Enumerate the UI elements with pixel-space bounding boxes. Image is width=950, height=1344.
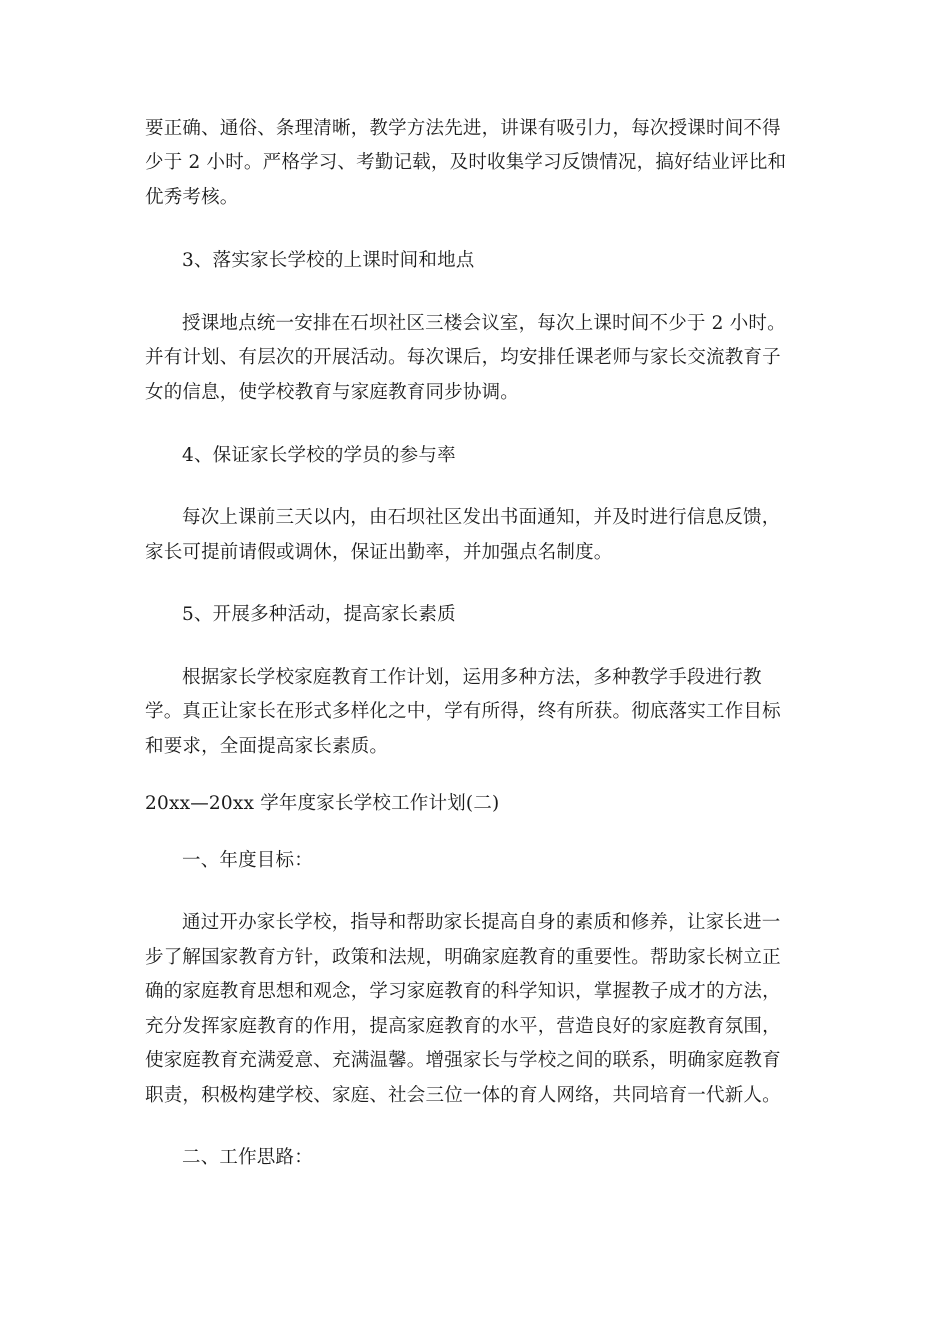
document-title: 20xx—20xx 学年度家长学校工作计划(二) — [145, 793, 500, 814]
paragraph-line: 每次上课前三天以内，由石坝社区发出书面通知，并及时进行信息反馈， — [182, 507, 781, 528]
paragraph-line: 和要求，全面提高家长素质。 — [145, 736, 389, 757]
paragraph-line: 优秀考核。 — [145, 187, 239, 208]
paragraph-line: 女的信息，使学校教育与家庭教育同步协调。 — [145, 382, 520, 403]
section-heading: 4、保证家长学校的学员的参与率 — [182, 445, 456, 466]
paragraph-line: 确的家庭教育思想和观念，学习家庭教育的科学知识，掌握教子成才的方法， — [145, 981, 781, 1002]
paragraph-line: 职责，积极构建学校、家庭、社会三位一体的育人网络，共同培育一代新人。 — [145, 1085, 781, 1106]
paragraph-line: 学。真正让家长在形式多样化之中，学有所得，终有所获。彻底落实工作目标 — [145, 701, 781, 722]
paragraph-line: 授课地点统一安排在石坝社区三楼会议室，每次上课时间不少于 2 小时。 — [182, 313, 786, 334]
section-heading: 二、工作思路： — [182, 1147, 313, 1168]
section-heading: 一、年度目标： — [182, 850, 313, 871]
paragraph-line: 家长可提前请假或调休，保证出勤率，并加强点名制度。 — [145, 542, 613, 563]
paragraph-line: 充分发挥家庭教育的作用，提高家庭教育的水平，营造良好的家庭教育氛围， — [145, 1016, 781, 1037]
paragraph-line: 通过开办家长学校，指导和帮助家长提高自身的素质和修养，让家长进一 — [182, 912, 781, 933]
paragraph-line: 根据家长学校家庭教育工作计划，运用多种方法，多种教学手段进行教 — [182, 667, 762, 688]
paragraph-line: 少于 2 小时。严格学习、考勤记载，及时收集学习反馈情况，搞好结业评比和 — [145, 152, 787, 173]
paragraph-line: 步了解国家教育方针，政策和法规，明确家庭教育的重要性。帮助家长树立正 — [145, 947, 781, 968]
section-heading: 5、开展多种活动，提高家长素质 — [182, 604, 456, 625]
paragraph-line: 并有计划、有层次的开展活动。每次课后，均安排任课老师与家长交流教育子 — [145, 347, 781, 368]
paragraph-line: 使家庭教育充满爱意、充满温馨。增强家长与学校之间的联系，明确家庭教育 — [145, 1050, 781, 1071]
section-heading: 3、落实家长学校的上课时间和地点 — [182, 250, 475, 271]
paragraph-line: 要正确、通俗、条理清晰，教学方法先进，讲课有吸引力，每次授课时间不得 — [145, 118, 781, 139]
